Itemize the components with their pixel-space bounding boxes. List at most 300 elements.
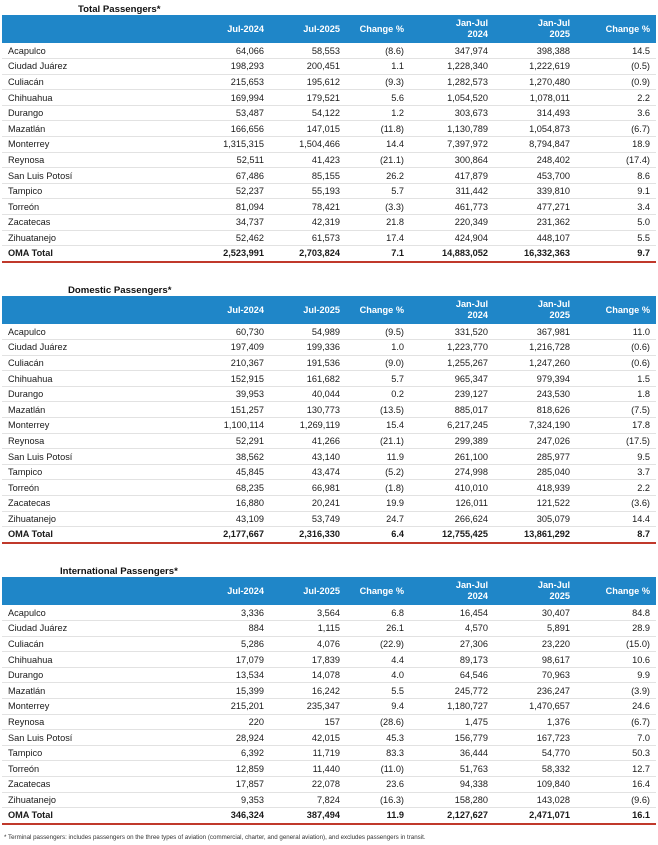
- table-cell: 5,891: [494, 621, 576, 637]
- table-cell: 9.5: [576, 449, 656, 465]
- column-header: Jul-2025: [303, 304, 340, 315]
- table-cell: 11.0: [576, 324, 656, 340]
- table-cell: 14.5: [576, 43, 656, 59]
- header-row: [2, 577, 656, 605]
- table-cell: 200,451: [270, 59, 346, 75]
- table-cell: 199,336: [270, 340, 346, 356]
- footnote: * Terminal passengers: includes passengers on the three types of aviation (commercial, charter, and general aviation), and excludes passengers in transit.: [4, 834, 426, 841]
- table-cell: 52,511: [194, 152, 270, 168]
- table-cell: (6.7): [576, 714, 656, 730]
- column-header: Change %: [359, 304, 404, 315]
- table-cell: 5.6: [346, 90, 410, 106]
- table-row: [2, 105, 656, 121]
- table-cell: 1,255,267: [410, 355, 494, 371]
- table-cell: 9.9: [576, 667, 656, 683]
- table-cell: 17,079: [194, 652, 270, 668]
- table-cell: (21.1): [346, 433, 410, 449]
- total-cell: 9.7: [576, 246, 656, 262]
- table-cell: 247,026: [494, 433, 576, 449]
- table-cell: 1,180,727: [410, 699, 494, 715]
- table-row: [2, 480, 656, 496]
- table-cell: 5,286: [194, 636, 270, 652]
- table-cell: 1,078,011: [494, 90, 576, 106]
- table-cell: 1.5: [576, 371, 656, 387]
- table-cell: 1,504,466: [270, 137, 346, 153]
- airport-name: Zihuatanejo: [2, 511, 194, 527]
- table-cell: (17.5): [576, 433, 656, 449]
- total-cell: 2,177,667: [194, 527, 270, 543]
- table-cell: 347,974: [410, 43, 494, 59]
- table-row: [2, 777, 656, 793]
- table-cell: 1,315,315: [194, 137, 270, 153]
- table-cell: 477,271: [494, 199, 576, 215]
- table-cell: 143,028: [494, 792, 576, 808]
- table-cell: 5.7: [346, 183, 410, 199]
- table-row: [2, 496, 656, 512]
- table-cell: 45.3: [346, 730, 410, 746]
- table-cell: (3.3): [346, 199, 410, 215]
- table-cell: 179,521: [270, 90, 346, 106]
- table-cell: 231,362: [494, 215, 576, 231]
- table-cell: 243,530: [494, 386, 576, 402]
- column-header: Jan-Jul 2024: [455, 18, 488, 39]
- table-row: [2, 137, 656, 153]
- total-cell: 387,494: [270, 808, 346, 824]
- table-row: [2, 699, 656, 715]
- table-cell: 34,737: [194, 215, 270, 231]
- column-header: Jul-2025: [303, 23, 340, 34]
- table-cell: 109,840: [494, 777, 576, 793]
- table-cell: (17.4): [576, 152, 656, 168]
- table-cell: 10.6: [576, 652, 656, 668]
- table-cell: 30,407: [494, 605, 576, 621]
- table-row: [2, 792, 656, 808]
- table-row: [2, 433, 656, 449]
- airport-name: Tampico: [2, 745, 194, 761]
- total-row: [2, 527, 656, 543]
- table-cell: 20,241: [270, 496, 346, 512]
- airport-name: Reynosa: [2, 714, 194, 730]
- table-cell: 68,235: [194, 480, 270, 496]
- airport-name: Acapulco: [2, 43, 194, 59]
- airport-name: Culiacán: [2, 355, 194, 371]
- table-cell: 16,880: [194, 496, 270, 512]
- table-row: [2, 183, 656, 199]
- table-cell: 81,094: [194, 199, 270, 215]
- table-cell: 285,040: [494, 464, 576, 480]
- table-cell: 17,857: [194, 777, 270, 793]
- table-cell: 3.4: [576, 199, 656, 215]
- table-cell: 4,570: [410, 621, 494, 637]
- table-cell: 367,981: [494, 324, 576, 340]
- table-cell: (1.8): [346, 480, 410, 496]
- table-cell: 83.3: [346, 745, 410, 761]
- table-row: [2, 215, 656, 231]
- table-cell: 121,522: [494, 496, 576, 512]
- table-cell: 17.4: [346, 230, 410, 246]
- column-header: [2, 296, 194, 324]
- international-passengers-table: [2, 577, 656, 825]
- table-cell: 8.6: [576, 168, 656, 184]
- table-cell: (7.5): [576, 402, 656, 418]
- table-cell: 1,282,573: [410, 74, 494, 90]
- table-row: [2, 43, 656, 59]
- table-cell: 195,612: [270, 74, 346, 90]
- table-cell: 1,130,789: [410, 121, 494, 137]
- table-cell: 4.4: [346, 652, 410, 668]
- table-cell: 19.9: [346, 496, 410, 512]
- table-cell: 6,217,245: [410, 418, 494, 434]
- table-cell: 1,115: [270, 621, 346, 637]
- total-row: [2, 246, 656, 262]
- table-cell: 53,487: [194, 105, 270, 121]
- table-cell: 398,388: [494, 43, 576, 59]
- total-label: OMA Total: [2, 246, 194, 262]
- table-cell: (5.2): [346, 464, 410, 480]
- table-cell: 235,347: [270, 699, 346, 715]
- table-cell: 43,140: [270, 449, 346, 465]
- table-cell: 147,015: [270, 121, 346, 137]
- table-cell: 11,440: [270, 761, 346, 777]
- airport-name: Reynosa: [2, 433, 194, 449]
- airport-name: Chihuahua: [2, 371, 194, 387]
- total-cell: 2,127,627: [410, 808, 494, 824]
- table-cell: 285,977: [494, 449, 576, 465]
- table-cell: 6,392: [194, 745, 270, 761]
- table-cell: 1,470,657: [494, 699, 576, 715]
- table-cell: 66,981: [270, 480, 346, 496]
- table-cell: 266,624: [410, 511, 494, 527]
- airport-name: Mazatlán: [2, 121, 194, 137]
- table-cell: (9.6): [576, 792, 656, 808]
- table-cell: 55,193: [270, 183, 346, 199]
- table-cell: 3,336: [194, 605, 270, 621]
- table-cell: 6.8: [346, 605, 410, 621]
- table-cell: 197,409: [194, 340, 270, 356]
- table-row: [2, 667, 656, 683]
- table-cell: 239,127: [410, 386, 494, 402]
- table-cell: 261,100: [410, 449, 494, 465]
- table-cell: 448,107: [494, 230, 576, 246]
- table-cell: 191,536: [270, 355, 346, 371]
- table-cell: 24.6: [576, 699, 656, 715]
- table-cell: 151,257: [194, 402, 270, 418]
- table-cell: 61,573: [270, 230, 346, 246]
- airport-name: San Luis Potosí: [2, 730, 194, 746]
- table-row: [2, 90, 656, 106]
- table-cell: 248,402: [494, 152, 576, 168]
- table-cell: 152,915: [194, 371, 270, 387]
- table-cell: 884: [194, 621, 270, 637]
- airport-name: Acapulco: [2, 605, 194, 621]
- table-row: [2, 59, 656, 75]
- total-cell: 13,861,292: [494, 527, 576, 543]
- table-cell: 7,397,972: [410, 137, 494, 153]
- table-row: [2, 464, 656, 480]
- table-cell: 1,269,119: [270, 418, 346, 434]
- table-cell: 94,338: [410, 777, 494, 793]
- table-cell: 40,044: [270, 386, 346, 402]
- section-title: International Passengers*: [60, 566, 178, 577]
- table-cell: (8.6): [346, 43, 410, 59]
- table-cell: 13,534: [194, 667, 270, 683]
- airport-name: Chihuahua: [2, 90, 194, 106]
- column-header: Change %: [359, 585, 404, 596]
- column-header: Change %: [359, 23, 404, 34]
- table-cell: 38,562: [194, 449, 270, 465]
- table-cell: 52,462: [194, 230, 270, 246]
- table-cell: 1,100,114: [194, 418, 270, 434]
- table-cell: 27,306: [410, 636, 494, 652]
- table-row: [2, 355, 656, 371]
- airport-name: San Luis Potosí: [2, 168, 194, 184]
- airport-name: Torreón: [2, 480, 194, 496]
- table-cell: 300,864: [410, 152, 494, 168]
- table-cell: 461,773: [410, 199, 494, 215]
- table-cell: 1,376: [494, 714, 576, 730]
- table-cell: 1,247,260: [494, 355, 576, 371]
- table-cell: 1,270,480: [494, 74, 576, 90]
- total-cell: 14,883,052: [410, 246, 494, 262]
- table-cell: (11.0): [346, 761, 410, 777]
- airport-name: Monterrey: [2, 699, 194, 715]
- table-cell: 885,017: [410, 402, 494, 418]
- total-cell: 12,755,425: [410, 527, 494, 543]
- table-cell: 157: [270, 714, 346, 730]
- airport-name: Zihuatanejo: [2, 792, 194, 808]
- total-label: OMA Total: [2, 527, 194, 543]
- airport-name: Mazatlán: [2, 402, 194, 418]
- table-cell: 54,122: [270, 105, 346, 121]
- section-title: Total Passengers*: [78, 4, 161, 15]
- table-row: [2, 152, 656, 168]
- table-row: [2, 199, 656, 215]
- table-row: [2, 605, 656, 621]
- table-row: [2, 683, 656, 699]
- table-cell: 58,553: [270, 43, 346, 59]
- table-cell: 0.2: [346, 386, 410, 402]
- table-cell: 236,247: [494, 683, 576, 699]
- table-cell: 45,845: [194, 464, 270, 480]
- table-row: [2, 402, 656, 418]
- column-header: [2, 15, 194, 43]
- total-cell: 346,324: [194, 808, 270, 824]
- airport-name: Ciudad Juárez: [2, 621, 194, 637]
- table-row: [2, 714, 656, 730]
- table-cell: 2.2: [576, 90, 656, 106]
- table-cell: 169,994: [194, 90, 270, 106]
- table-cell: 130,773: [270, 402, 346, 418]
- table-cell: 16.4: [576, 777, 656, 793]
- table-row: [2, 636, 656, 652]
- table-row: [2, 74, 656, 90]
- table-cell: 11,719: [270, 745, 346, 761]
- table-cell: 16,242: [270, 683, 346, 699]
- table-cell: 167,723: [494, 730, 576, 746]
- column-header: Jan-Jul 2025: [537, 580, 570, 601]
- table-cell: 52,291: [194, 433, 270, 449]
- table-cell: (28.6): [346, 714, 410, 730]
- table-cell: 17.8: [576, 418, 656, 434]
- table-cell: 18.9: [576, 137, 656, 153]
- table-cell: 161,682: [270, 371, 346, 387]
- airport-name: Tampico: [2, 183, 194, 199]
- table-cell: 17,839: [270, 652, 346, 668]
- table-cell: 85,155: [270, 168, 346, 184]
- table-cell: (9.0): [346, 355, 410, 371]
- table-cell: 5.5: [346, 683, 410, 699]
- table-cell: 818,626: [494, 402, 576, 418]
- table-row: [2, 730, 656, 746]
- total-cell: 2,523,991: [194, 246, 270, 262]
- table-row: [2, 121, 656, 137]
- table-cell: (15.0): [576, 636, 656, 652]
- airport-name: Acapulco: [2, 324, 194, 340]
- airport-name: Reynosa: [2, 152, 194, 168]
- table-cell: 1,222,619: [494, 59, 576, 75]
- table-cell: 1,054,873: [494, 121, 576, 137]
- table-cell: 8,794,847: [494, 137, 576, 153]
- table-row: [2, 324, 656, 340]
- table-cell: 64,066: [194, 43, 270, 59]
- table-cell: 1,216,728: [494, 340, 576, 356]
- airport-name: Chihuahua: [2, 652, 194, 668]
- column-header: Jul-2025: [303, 585, 340, 596]
- table-cell: (3.9): [576, 683, 656, 699]
- table-cell: 3.7: [576, 464, 656, 480]
- table-cell: (22.9): [346, 636, 410, 652]
- table-cell: 9.1: [576, 183, 656, 199]
- table-cell: 51,763: [410, 761, 494, 777]
- table-cell: 54,989: [270, 324, 346, 340]
- table-row: [2, 340, 656, 356]
- table-cell: 453,700: [494, 168, 576, 184]
- table-cell: 5.0: [576, 215, 656, 231]
- table-cell: 11.9: [346, 449, 410, 465]
- table-cell: 1.8: [576, 386, 656, 402]
- table-cell: (0.9): [576, 74, 656, 90]
- table-cell: 21.8: [346, 215, 410, 231]
- table-cell: 210,367: [194, 355, 270, 371]
- table-cell: 7.0: [576, 730, 656, 746]
- table-row: [2, 230, 656, 246]
- table-cell: 965,347: [410, 371, 494, 387]
- airport-name: Zacatecas: [2, 496, 194, 512]
- table-cell: 9,353: [194, 792, 270, 808]
- airport-name: Monterrey: [2, 137, 194, 153]
- table-cell: 166,656: [194, 121, 270, 137]
- header-row: [2, 296, 656, 324]
- table-row: [2, 511, 656, 527]
- table-cell: 22,078: [270, 777, 346, 793]
- table-cell: 126,011: [410, 496, 494, 512]
- table-cell: 979,394: [494, 371, 576, 387]
- table-cell: 28,924: [194, 730, 270, 746]
- table-cell: 1,223,770: [410, 340, 494, 356]
- airport-name: Durango: [2, 667, 194, 683]
- table-cell: 305,079: [494, 511, 576, 527]
- table-cell: 89,173: [410, 652, 494, 668]
- table-cell: 4.0: [346, 667, 410, 683]
- table-cell: (21.1): [346, 152, 410, 168]
- total-cell: 11.9: [346, 808, 410, 824]
- column-header: Jan-Jul 2025: [537, 299, 570, 320]
- table-cell: 331,520: [410, 324, 494, 340]
- table-cell: 52,237: [194, 183, 270, 199]
- airport-name: Ciudad Juárez: [2, 340, 194, 356]
- airport-name: Torreón: [2, 199, 194, 215]
- table-cell: 3.6: [576, 105, 656, 121]
- table-cell: 54,770: [494, 745, 576, 761]
- airport-name: Torreón: [2, 761, 194, 777]
- table-cell: 42,319: [270, 215, 346, 231]
- table-cell: 1.2: [346, 105, 410, 121]
- table-row: [2, 745, 656, 761]
- table-cell: 64,546: [410, 667, 494, 683]
- column-header: Jan-Jul 2024: [455, 580, 488, 601]
- table-cell: 43,474: [270, 464, 346, 480]
- airport-name: Mazatlán: [2, 683, 194, 699]
- table-cell: 245,772: [410, 683, 494, 699]
- table-cell: 5.7: [346, 371, 410, 387]
- table-cell: 158,280: [410, 792, 494, 808]
- table-cell: 1,475: [410, 714, 494, 730]
- table-cell: 60,730: [194, 324, 270, 340]
- total-passengers-table: [2, 15, 656, 263]
- table-cell: 418,939: [494, 480, 576, 496]
- column-header: Change %: [605, 23, 650, 34]
- table-cell: 220: [194, 714, 270, 730]
- table-cell: 39,953: [194, 386, 270, 402]
- table-cell: 12,859: [194, 761, 270, 777]
- airport-name: Culiacán: [2, 636, 194, 652]
- table-cell: (6.7): [576, 121, 656, 137]
- table-cell: (16.3): [346, 792, 410, 808]
- column-header: Jan-Jul 2025: [537, 18, 570, 39]
- table-cell: 41,423: [270, 152, 346, 168]
- table-cell: 1.0: [346, 340, 410, 356]
- total-cell: 2,703,824: [270, 246, 346, 262]
- table-cell: 1,054,520: [410, 90, 494, 106]
- table-cell: 198,293: [194, 59, 270, 75]
- table-cell: 156,779: [410, 730, 494, 746]
- table-cell: 2.2: [576, 480, 656, 496]
- table-cell: 26.1: [346, 621, 410, 637]
- table-cell: 12.7: [576, 761, 656, 777]
- table-cell: 43,109: [194, 511, 270, 527]
- column-header: Jul-2024: [227, 23, 264, 34]
- table-cell: 14.4: [346, 137, 410, 153]
- table-row: [2, 621, 656, 637]
- table-cell: 7,324,190: [494, 418, 576, 434]
- table-cell: 417,879: [410, 168, 494, 184]
- table-cell: 1,228,340: [410, 59, 494, 75]
- table-cell: 303,673: [410, 105, 494, 121]
- table-cell: 41,266: [270, 433, 346, 449]
- table-cell: (9.3): [346, 74, 410, 90]
- domestic-passengers-table: [2, 296, 656, 544]
- table-row: [2, 652, 656, 668]
- airport-name: Zacatecas: [2, 215, 194, 231]
- airport-name: Zacatecas: [2, 777, 194, 793]
- table-cell: 26.2: [346, 168, 410, 184]
- table-cell: (0.6): [576, 355, 656, 371]
- column-header: Jul-2024: [227, 585, 264, 596]
- table-cell: 339,810: [494, 183, 576, 199]
- table-cell: 311,442: [410, 183, 494, 199]
- table-cell: 314,493: [494, 105, 576, 121]
- table-cell: 84.8: [576, 605, 656, 621]
